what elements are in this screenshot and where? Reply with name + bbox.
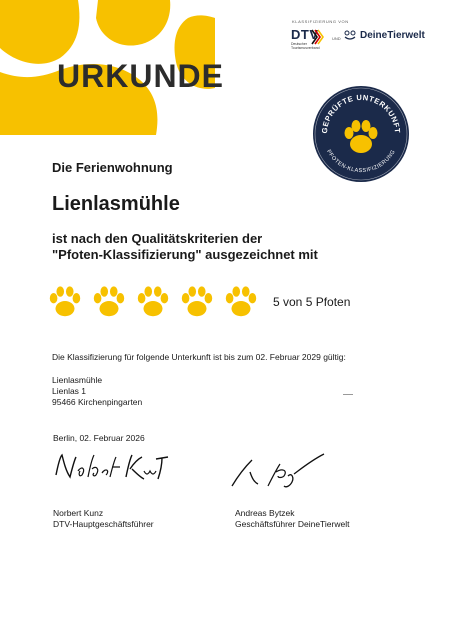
signer-name: Andreas Bytzek bbox=[235, 508, 295, 518]
logo-connector: UND bbox=[332, 36, 341, 41]
classification-label: KLASSIFIZIERUNG VON bbox=[292, 19, 349, 24]
seal-bottom-text: PFOTEN-KLASSIFIZIERUNG bbox=[325, 148, 397, 175]
award-statement bbox=[52, 231, 318, 263]
signer-name: Norbert Kunz bbox=[53, 508, 104, 518]
property-address bbox=[52, 375, 142, 408]
address-name: Lienlasmühle bbox=[52, 375, 103, 385]
paw-icon bbox=[222, 283, 260, 321]
signature-norbert-kunz bbox=[52, 447, 172, 487]
certified-accommodation-seal bbox=[311, 84, 411, 184]
address-street: Lienlas 1 bbox=[52, 386, 87, 396]
paw-icon bbox=[46, 283, 84, 321]
paw-icon bbox=[134, 283, 172, 321]
pet-face-icon bbox=[343, 29, 357, 41]
signer-andreas-bytzek bbox=[235, 508, 349, 530]
validity-text: Die Klassifizierung für folgende Unterkunft ist bis zum 02. Februar 2029 gültig: bbox=[52, 352, 346, 362]
award-statement-line1: ist nach den Qualitätskriterien der bbox=[52, 231, 263, 246]
paw-icon bbox=[178, 283, 216, 321]
certificate-subtitle: Die Ferienwohnung bbox=[52, 160, 173, 175]
paw-icon bbox=[90, 283, 128, 321]
paw-rating bbox=[46, 283, 260, 321]
address-city: 95466 Kirchenpingarten bbox=[52, 397, 143, 407]
award-statement-line2: "Pfoten-Klassifizierung" ausgezeichnet mit bbox=[52, 247, 318, 262]
rating-text: 5 von 5 Pfoten bbox=[273, 295, 351, 309]
signer-role: Geschäftsführer DeineTierwelt bbox=[235, 519, 350, 529]
signer-role: DTV-Hauptgeschäftsführer bbox=[53, 519, 154, 529]
dtv-logo-sub1: Deutscher bbox=[291, 42, 307, 46]
dtv-flag-stripes-icon bbox=[311, 29, 325, 45]
property-name: Lienlasmühle bbox=[52, 193, 180, 215]
place-date: Berlin, 02. Februar 2026 bbox=[53, 433, 145, 443]
signer-norbert-kunz bbox=[53, 508, 154, 530]
dtv-logo-text: DTV bbox=[291, 27, 319, 42]
certificate-title: URKUNDE bbox=[57, 58, 224, 94]
signature-andreas-bytzek bbox=[228, 452, 328, 492]
dtv-logo-sub2: Tourismusverband bbox=[291, 46, 320, 50]
deinetierwelt-logo bbox=[343, 29, 425, 41]
divider-mark bbox=[343, 394, 353, 395]
deinetierwelt-logo-text: DeineTierwelt bbox=[360, 29, 425, 41]
seal-top-text: GEPRÜFTE UNTERKUNFT bbox=[319, 92, 403, 134]
